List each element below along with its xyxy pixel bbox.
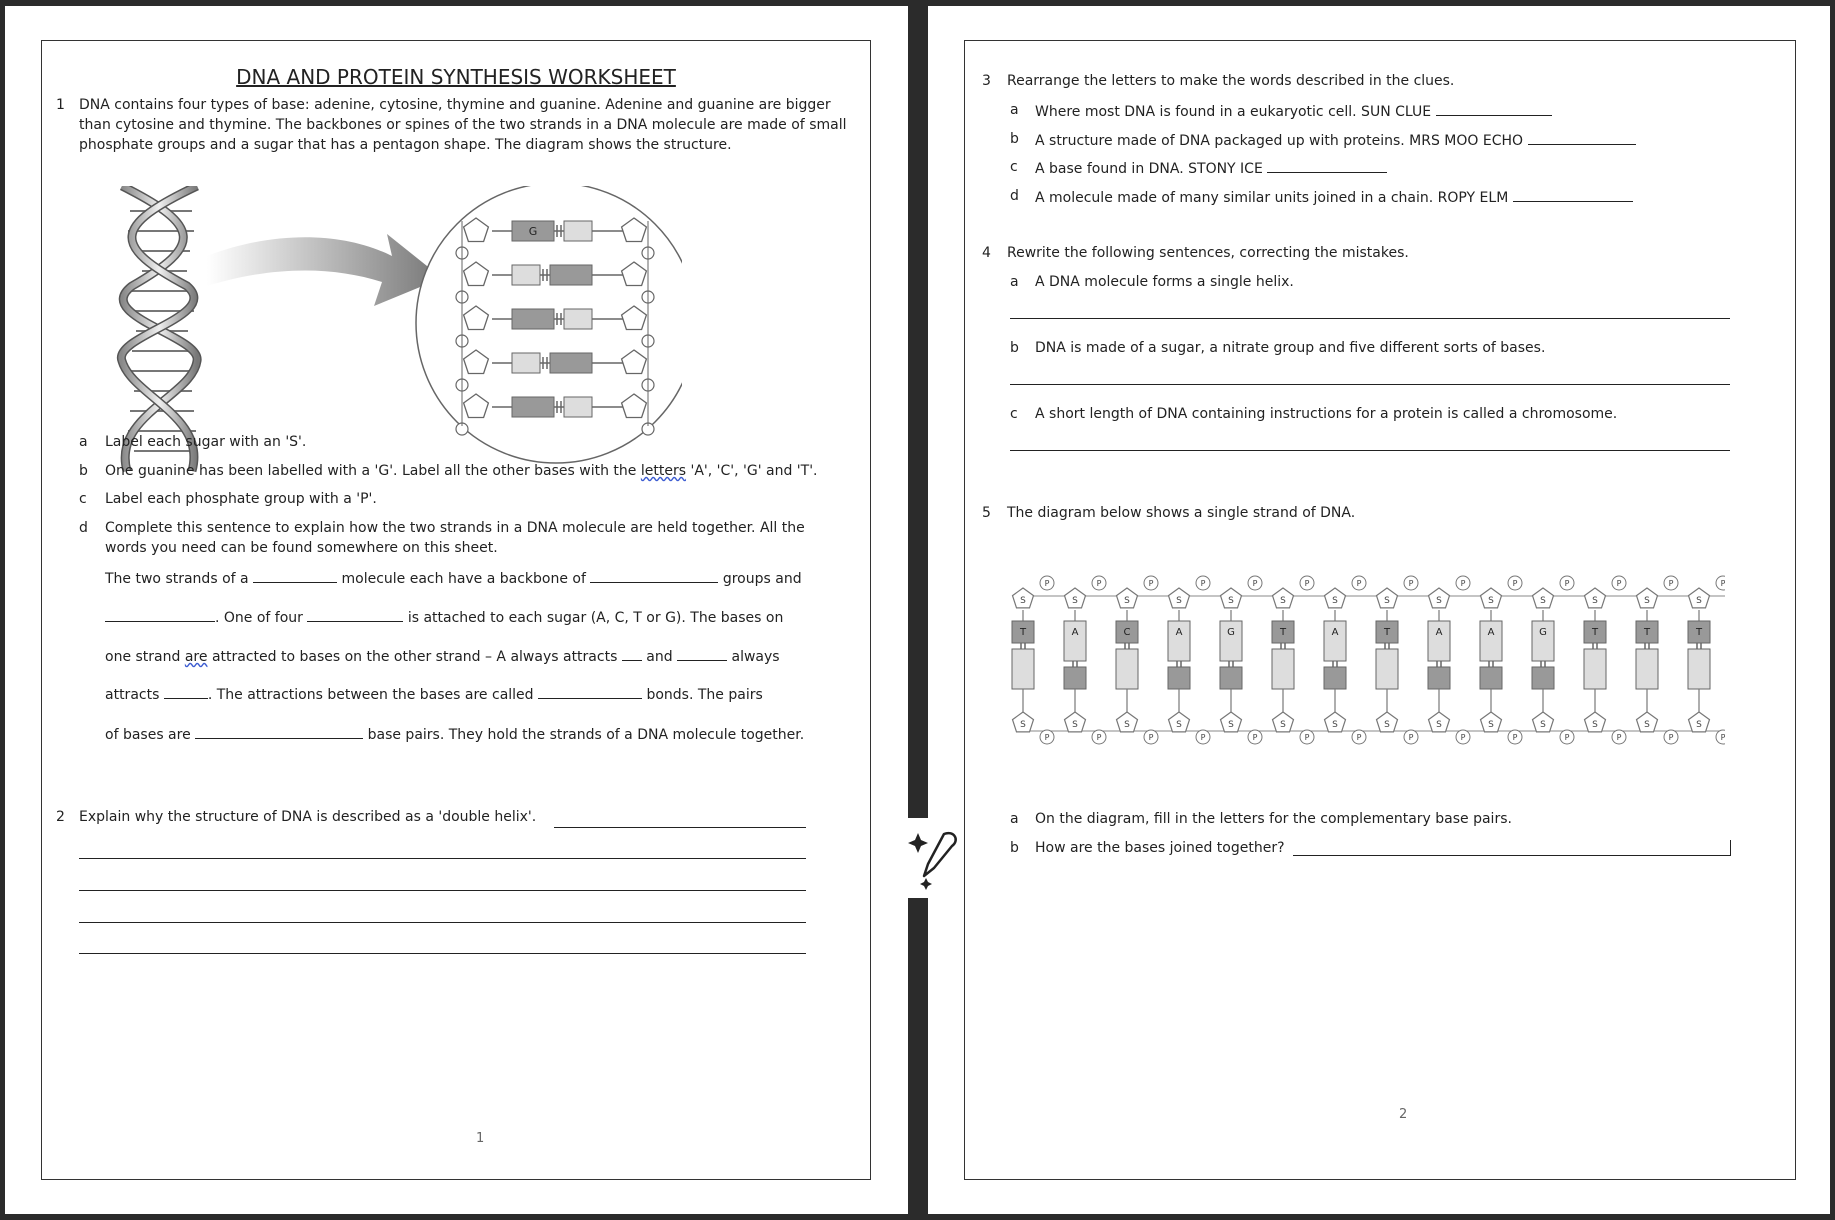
page-number: 2 (1399, 1107, 1408, 1122)
answer-line[interactable] (79, 922, 806, 923)
phosphate-label: P (1616, 579, 1622, 588)
q3d-letter: d (1010, 188, 1019, 204)
base-block (512, 265, 540, 285)
phosphate-label: P (1148, 733, 1154, 742)
q3b-text: A structure made of DNA packaged up with proteins. MRS MOO ECHO (1035, 129, 1636, 151)
blank[interactable] (590, 567, 718, 583)
answer-line[interactable] (79, 890, 806, 891)
base-letter: T (1591, 627, 1599, 638)
cloze-line-5: of bases are base pairs. They hold the strands of a DNA molecule together. (105, 723, 804, 745)
base-block (512, 353, 540, 373)
phosphate-label: P (1668, 579, 1674, 588)
q1-intro-line1: DNA contains four types of base: adenine, cytosine, thymine and guanine. Adenine and guanine are bigger (79, 97, 831, 113)
sugar-label: S (1592, 596, 1598, 606)
complement-base-block (1376, 649, 1398, 689)
phosphate-label: P (1408, 579, 1414, 588)
base-block (550, 265, 592, 285)
base-letter: A (1071, 627, 1079, 638)
base-block (512, 397, 554, 417)
complement-base-block (1688, 649, 1710, 689)
magic-pen-icon (904, 818, 964, 898)
sugar-label: S (1540, 720, 1546, 730)
magic-edit-button[interactable] (904, 818, 964, 898)
phosphate-label: P (1200, 733, 1206, 742)
blank[interactable] (195, 723, 363, 739)
base-label-g: G (528, 225, 538, 238)
base-block (564, 309, 592, 329)
answer-blank[interactable] (1513, 186, 1633, 202)
spellcheck-flag-are[interactable]: are (184, 649, 208, 665)
base-letter: T (1383, 627, 1391, 638)
cloze-line-4: attracts . The attractions between the bases are called bonds. The pairs (105, 683, 763, 705)
answer-blank[interactable] (1436, 100, 1552, 116)
q4c-letter: c (1010, 406, 1018, 422)
complement-base-block (1324, 667, 1346, 689)
blank[interactable] (253, 567, 337, 583)
sugar-label: S (1436, 596, 1442, 606)
q4a-letter: a (1010, 274, 1019, 290)
sugar-label: S (1384, 596, 1390, 606)
complement-base-block (1272, 649, 1294, 689)
q1a-text: Label each sugar with an 'S'. (105, 434, 307, 450)
base-block (564, 221, 592, 241)
answer-blank[interactable] (1528, 129, 1636, 145)
complement-base-block (1012, 649, 1034, 689)
base-letter: G (1539, 627, 1547, 638)
q1-number: 1 (56, 97, 65, 113)
complement-base-block (1636, 649, 1658, 689)
complement-base-block (1428, 667, 1450, 689)
q3c-text: A base found in DNA. STONY ICE (1035, 157, 1387, 179)
base-letter: T (1643, 627, 1651, 638)
complement-base-block (1480, 667, 1502, 689)
q3-text: Rearrange the letters to make the words described in the clues. (1007, 73, 1455, 89)
blank[interactable] (677, 645, 727, 661)
base-letter: A (1435, 627, 1443, 638)
phosphate-label: P (1252, 579, 1258, 588)
phosphate-label: P (1200, 579, 1206, 588)
q3c-letter: c (1010, 159, 1018, 175)
q1b-letter: b (79, 463, 88, 479)
sugar-label: S (1280, 596, 1286, 606)
answer-line[interactable] (79, 858, 806, 859)
answer-line[interactable] (1010, 318, 1730, 319)
q1c-text: Label each phosphate group with a 'P'. (105, 491, 377, 507)
phosphate-label: P (1304, 733, 1310, 742)
phosphate-label: P (1304, 579, 1310, 588)
sugar-label: S (1332, 720, 1338, 730)
q4a-text: A DNA molecule forms a single helix. (1035, 274, 1294, 290)
phosphate-label: P (1356, 579, 1362, 588)
phosphate-label: P (1096, 733, 1102, 742)
blank[interactable] (105, 606, 215, 622)
q5a-text: On the diagram, fill in the letters for the complementary base pairs. (1035, 811, 1512, 827)
sugar-label: S (1384, 720, 1390, 730)
phosphate-label: P (1460, 733, 1466, 742)
q1d-letter: d (79, 520, 88, 536)
q4-number: 4 (982, 245, 991, 261)
sugar-label: S (1176, 720, 1182, 730)
complement-base-block (1116, 649, 1138, 689)
answer-line[interactable] (1010, 384, 1730, 385)
answer-line[interactable] (554, 827, 806, 828)
q5-text: The diagram below shows a single strand of DNA. (1007, 505, 1356, 521)
phosphate-label: P (1616, 733, 1622, 742)
q5a-letter: a (1010, 811, 1019, 827)
base-letter: T (1279, 627, 1287, 638)
answer-line[interactable] (1293, 855, 1731, 856)
sugar-label: S (1540, 596, 1546, 606)
phosphate-label: P (1096, 579, 1102, 588)
sugar-label: S (1020, 720, 1026, 730)
worksheet-page-1 (5, 6, 908, 1214)
complement-base-block (1064, 667, 1086, 689)
q5-number: 5 (982, 505, 991, 521)
sugar-label: S (1072, 596, 1078, 606)
q2-number: 2 (56, 809, 65, 825)
base-letter: A (1487, 627, 1495, 638)
base-letter: T (1019, 627, 1027, 638)
sugar-label: S (1488, 720, 1494, 730)
sugar-label: S (1228, 720, 1234, 730)
cloze-line-1: The two strands of a molecule each have a backbone of groups and (105, 567, 802, 589)
q1d-line2: words you need can be found somewhere on this sheet. (105, 540, 498, 556)
sugar-label: S (1228, 596, 1234, 606)
base-letter: C (1123, 627, 1131, 638)
sugar-label: S (1592, 720, 1598, 730)
phosphate-label: P (1720, 733, 1725, 742)
q1-intro-line2: than cytosine and thymine. The backbones or spines of the two strands in a DNA molecule are made of small (79, 117, 847, 133)
q1d-line1: Complete this sentence to explain how the two strands in a DNA molecule are held together. All the (105, 520, 805, 536)
phosphate-label: P (1564, 733, 1570, 742)
phosphate-label: P (1044, 733, 1050, 742)
sugar-label: S (1124, 596, 1130, 606)
q5b-text: How are the bases joined together? (1035, 840, 1285, 856)
q2-text: Explain why the structure of DNA is described as a 'double helix'. (79, 809, 537, 825)
sugar-label: S (1020, 596, 1026, 606)
page-2-border (964, 40, 1796, 1180)
phosphate-label: P (1356, 733, 1362, 742)
q3a-text: Where most DNA is found in a eukaryotic cell. SUN CLUE (1035, 100, 1552, 122)
answer-blank[interactable] (1267, 157, 1387, 173)
sugar-label: S (1072, 720, 1078, 730)
blank[interactable] (307, 606, 403, 622)
blank[interactable] (164, 683, 208, 699)
sugar-label: S (1124, 720, 1130, 730)
phosphate-label: P (1564, 579, 1570, 588)
zoom-arrow (207, 234, 442, 306)
base-letter: T (1695, 627, 1703, 638)
sugar-label: S (1644, 596, 1650, 606)
q4b-letter: b (1010, 340, 1019, 356)
spellcheck-flag-letters[interactable]: letters (640, 463, 687, 479)
q1a-letter: a (79, 434, 88, 450)
q1-intro-line3: phosphate groups and a sugar that has a pentagon shape. The diagram shows the structure. (79, 137, 732, 153)
cloze-line-3: one strand are attracted to bases on the other strand – A always attracts and always (105, 645, 780, 667)
phosphate-label: P (1408, 733, 1414, 742)
phosphate-label: P (1668, 733, 1674, 742)
phosphate-label: P (1044, 579, 1050, 588)
sugar-label: S (1176, 596, 1182, 606)
complement-base-block (1584, 649, 1606, 689)
base-block (550, 353, 592, 373)
q3-number: 3 (982, 73, 991, 89)
cloze-line-2: . One of four is attached to each sugar (A, C, T or G). The bases on (105, 606, 783, 628)
base-block (564, 397, 592, 417)
complement-base-block (1168, 667, 1190, 689)
phosphate-label: P (1512, 733, 1518, 742)
sugar-label: S (1488, 596, 1494, 606)
sugar-label: S (1696, 596, 1702, 606)
sugar-label: S (1436, 720, 1442, 730)
complement-base-block (1532, 667, 1554, 689)
phosphate-label: P (1512, 579, 1518, 588)
q4-text: Rewrite the following sentences, correcting the mistakes. (1007, 245, 1409, 261)
sugar-label: S (1280, 720, 1286, 730)
phosphate-label: P (1252, 733, 1258, 742)
sugar-label: S (1696, 720, 1702, 730)
sugar-label: S (1644, 720, 1650, 730)
q3d-text: A molecule made of many similar units joined in a chain. ROPY ELM (1035, 186, 1633, 208)
q3b-letter: b (1010, 131, 1019, 147)
complement-base-block (1220, 667, 1242, 689)
blank[interactable] (538, 683, 642, 699)
phosphate-label: P (1720, 579, 1725, 588)
base-block (512, 309, 554, 329)
answer-line[interactable] (1010, 450, 1730, 451)
q4c-text: A short length of DNA containing instructions for a protein is called a chromosome. (1035, 406, 1618, 422)
sugar-label: S (1332, 596, 1338, 606)
single-strand-diagram (985, 561, 1725, 761)
q4b-text: DNA is made of a sugar, a nitrate group and five different sorts of bases. (1035, 340, 1546, 356)
q5b-letter: b (1010, 840, 1019, 856)
q1b-text: One guanine has been labelled with a 'G'. Label all the other bases with the letters 'A', 'C', 'G' and 'T'. (105, 463, 818, 479)
phosphate-label: P (1460, 579, 1466, 588)
base-letter: A (1331, 627, 1339, 638)
base-letter: G (1227, 627, 1235, 638)
page-number: 1 (476, 1131, 485, 1146)
q1c-letter: c (79, 491, 87, 507)
phosphate-label: P (1148, 579, 1154, 588)
worksheet-page-2 (928, 6, 1830, 1214)
base-letter: A (1175, 627, 1183, 638)
answer-line[interactable] (79, 953, 806, 954)
q3a-letter: a (1010, 102, 1019, 118)
page-1-border (41, 40, 871, 1180)
worksheet-title: DNA AND PROTEIN SYNTHESIS WORKSHEET (236, 65, 676, 89)
blank[interactable] (622, 645, 642, 661)
